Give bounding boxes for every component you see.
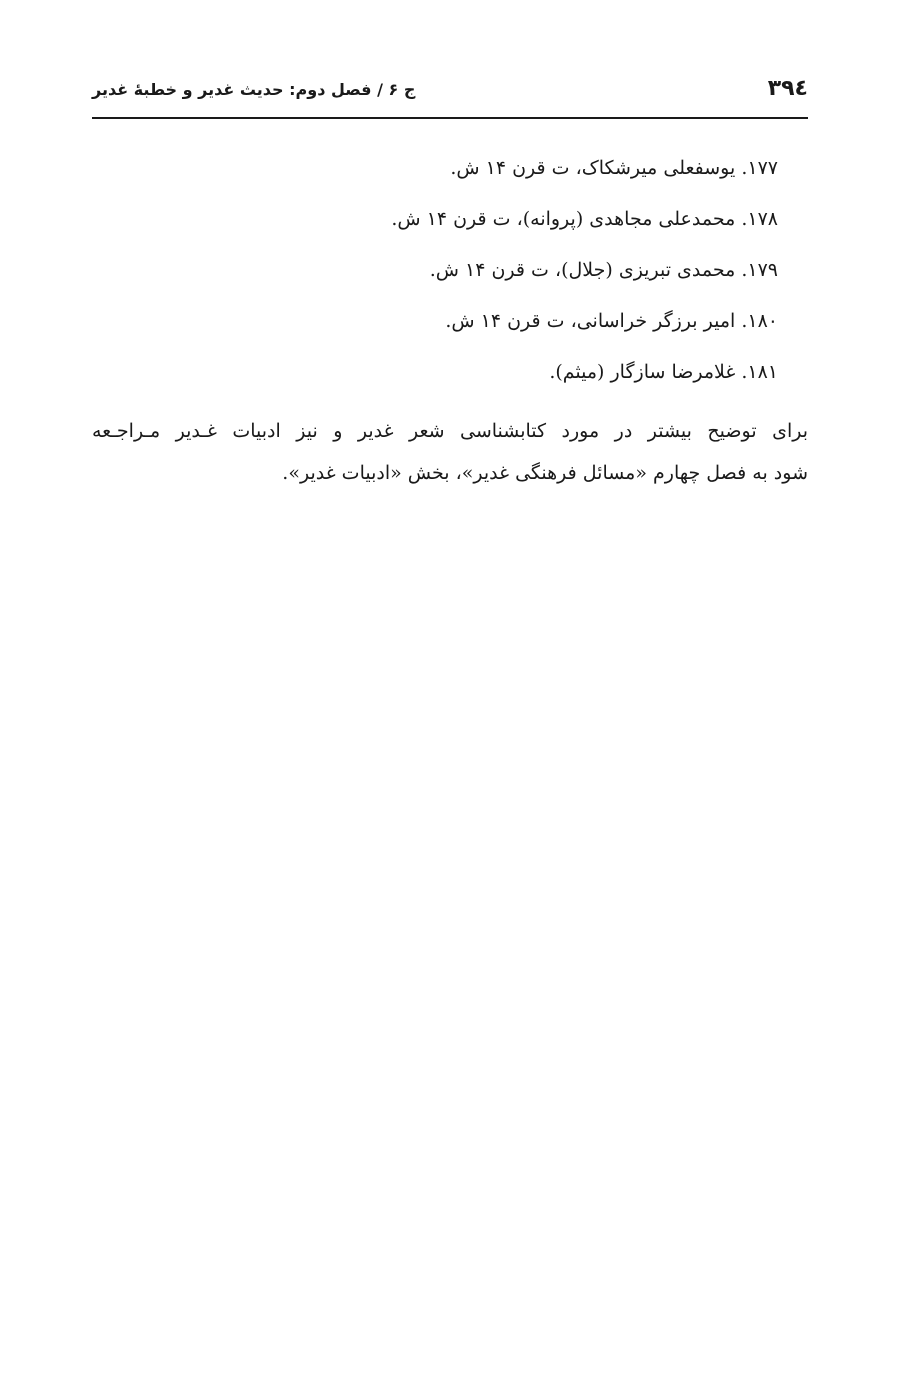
running-head: ج ۶ / فصل دوم: حدیث غدیر و خطبۀ غدیر — [92, 80, 416, 99]
paragraph-line-2: شود به فصل چهارم «مسائل فرهنگی غدیر»، بخش «ادبیات غدیر». — [282, 462, 808, 484]
body-paragraph — [92, 410, 808, 494]
page-number: ۳۹٤ — [767, 76, 808, 101]
list-item: ۱۷۸. محمدعلی مجاهدی (پروانه)، ت قرن ۱۴ ش. — [391, 208, 778, 230]
list-item: ۱۷۹. محمدی تبریزی (جلال)، ت قرن ۱۴ ش. — [429, 259, 778, 281]
list-item: ۱۷۷. یوسفعلی میرشکاک، ت قرن ۱۴ ش. — [450, 157, 778, 179]
page-header — [92, 74, 808, 114]
header-rule — [92, 117, 808, 119]
poet-list — [178, 143, 778, 398]
paragraph-line-1: برای توضیح بیشتر در مورد کتابشناسی شعر غدیر و نیز ادبیات غـدیر مـراجـعه — [92, 420, 808, 442]
list-item: ۱۸۱. غلامرضا سازگار (میثم). — [549, 361, 778, 383]
list-item: ۱۸۰. امیر برزگر خراسانی، ت قرن ۱۴ ش. — [445, 310, 778, 332]
